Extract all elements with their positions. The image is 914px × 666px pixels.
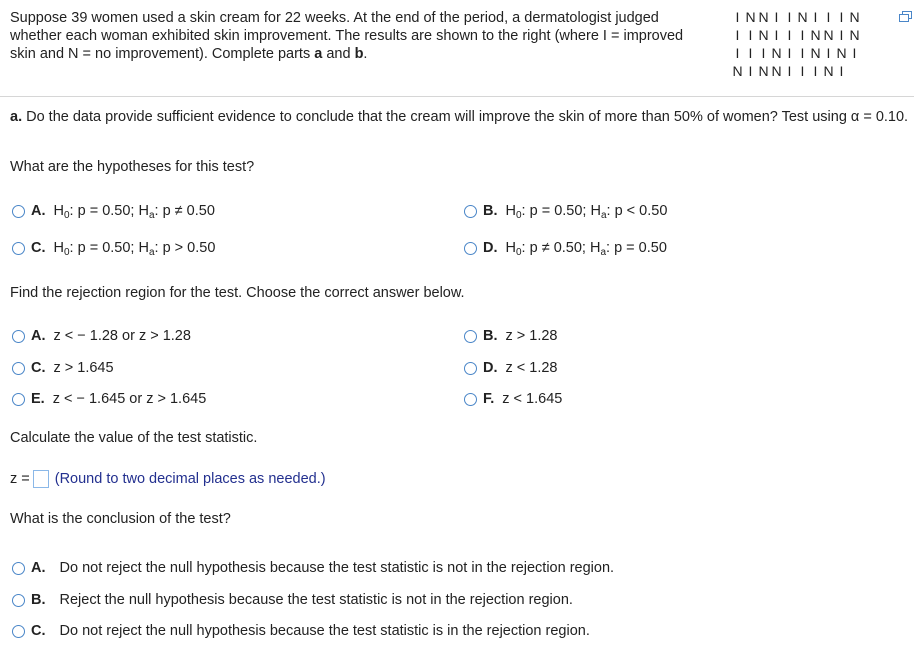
option-text: z < 1.28 [505,360,558,376]
data-grid-cell: N [849,27,860,43]
colon: : [606,240,611,256]
h-symbol: H [138,240,149,256]
option-text: Do not reject the null hypothesis because the test statistic is not in the rejection region. [59,560,615,576]
option-letter: B. [483,203,498,219]
q4-option-b[interactable] [12,590,573,610]
q2-option-e[interactable] [12,389,206,409]
q2-option-c[interactable] [12,358,114,378]
option-text: z < − 1.28 or z > 1.28 [53,328,191,344]
data-grid-cell: I [826,45,831,61]
data-grid-cell: I [735,45,740,61]
data-grid-cell: N [810,27,821,43]
q2-option-a[interactable] [12,326,191,346]
radio-button[interactable] [464,205,477,218]
radio-button[interactable] [12,362,25,375]
radio-button[interactable] [12,393,25,406]
data-grid-cell: I [826,9,831,25]
data-grid-cell: I [774,27,779,43]
radio-button[interactable] [12,205,25,218]
h-symbol: H [53,203,64,219]
h-symbol: H [590,203,601,219]
colon: : [606,203,611,219]
option-text: z > 1.645 [53,360,114,376]
subscript-0: 0 [515,247,522,258]
data-grid-cell: I [748,63,753,79]
subscript-a: a [600,247,607,258]
data-grid [731,8,891,80]
data-grid-cell: N [732,63,743,79]
option-letter: A. [31,328,46,344]
z-label: z = [10,471,30,487]
option-letter: A. [31,203,46,219]
q2-option-f[interactable] [464,389,562,409]
q1-option-a[interactable] [12,201,215,221]
data-grid-cell: I [787,63,792,79]
null-hypothesis: p = 0.50; [77,240,135,256]
option-text: Reject the null hypothesis because the test statistic is not in the rejection region. [59,592,573,608]
colon: : [521,240,526,256]
subscript-a: a [148,247,155,258]
intro-end: . [363,46,368,62]
data-grid-cell: I [761,45,766,61]
null-hypothesis: p ≠ 0.50; [529,240,586,256]
data-grid-cell: N [758,27,769,43]
data-grid-cell: N [823,63,834,79]
subscript-a: a [600,210,607,221]
data-grid-cell: I [787,45,792,61]
subscript-0: 0 [515,210,522,221]
option-text: z < − 1.645 or z > 1.645 [52,391,207,407]
option-letter: B. [483,328,498,344]
radio-button[interactable] [464,242,477,255]
h-symbol: H [505,203,516,219]
data-grid-cell: N [758,9,769,25]
null-hypothesis: p = 0.50; [77,203,135,219]
radio-button[interactable] [12,594,25,607]
data-grid-cell: I [735,9,740,25]
data-grid-cell: I [774,9,779,25]
colon: : [521,203,526,219]
q1-prompt: What are the hypotheses for this test? [10,159,255,175]
data-grid-cell: N [823,27,834,43]
colon: : [154,203,159,219]
data-grid-row [731,26,891,44]
data-grid-cell: I [787,9,792,25]
option-letter: C. [31,240,46,256]
data-grid-cell: I [787,27,792,43]
hypothesis-text [506,240,667,256]
test-statistic-input[interactable] [33,470,49,488]
subscript-a: a [148,210,155,221]
data-grid-cell: I [813,9,818,25]
radio-button[interactable] [12,625,25,638]
option-letter: C. [31,623,46,639]
data-grid-cell: N [810,45,821,61]
data-grid-cell: I [839,27,844,43]
data-grid-cell: N [797,9,808,25]
problem-intro [10,9,700,63]
q2-option-d[interactable] [464,358,558,378]
q1-option-d[interactable] [464,238,667,258]
data-grid-cell: N [771,45,782,61]
data-grid-cell: I [800,63,805,79]
data-grid-cell: I [748,27,753,43]
data-grid-cell: I [839,9,844,25]
q4-option-c[interactable] [12,621,590,641]
subscript-0: 0 [63,210,70,221]
data-grid-cell: I [800,27,805,43]
data-grid-cell: I [839,63,844,79]
option-letter: D. [483,360,498,376]
q2-prompt: Find the rejection region for the test. Choose the correct answer below. [10,285,465,301]
data-grid-cell: I [735,27,740,43]
part-a-label: a. [10,109,23,125]
option-letter: D. [483,240,498,256]
radio-button[interactable] [12,242,25,255]
h-symbol: H [138,203,149,219]
data-grid-cell: I [748,45,753,61]
null-hypothesis: p = 0.50; [529,203,587,219]
data-grid-cell: N [836,45,847,61]
hypothesis-text [506,203,668,219]
option-text: z < 1.645 [502,391,563,407]
intro-bold-a: a [314,46,323,62]
colon: : [154,240,159,256]
data-grid-row [731,44,891,62]
q4-option-a[interactable] [12,558,614,578]
option-letter: B. [31,592,46,608]
data-grid-row [731,8,891,26]
radio-button[interactable] [464,393,477,406]
h-symbol: H [589,240,601,256]
alternative-hypothesis: p ≠ 0.50 [162,203,215,219]
option-letter: E. [31,391,45,407]
option-letter: A. [31,560,46,576]
intro-text: Suppose 39 women used a skin cream for 22 weeks. At the end of the period, a dermatologist judged whether each woman exhibited skin improvement. The results are shown to the right (where I = improved skin and N = no improvement). Complete parts [10,10,684,62]
part-a-text: Do the data provide sufficient evidence to conclude that the cream will improve the skin of more than 50% of women? Test using α = 0.10. [22,109,909,125]
h-symbol: H [53,240,64,256]
subscript-0: 0 [63,247,70,258]
divider [0,96,914,97]
round-hint: (Round to two decimal places as needed.) [54,471,326,487]
radio-button[interactable] [12,562,25,575]
alternative-hypothesis: p = 0.50 [614,240,667,256]
q1-option-c[interactable] [12,238,215,258]
h-symbol: H [505,240,516,256]
data-grid-cell: N [758,63,769,79]
copy-data-icon[interactable] [899,11,912,23]
data-grid-cell: N [771,63,782,79]
colon: : [69,240,74,256]
q4-prompt: What is the conclusion of the test? [10,511,231,527]
q2-option-b[interactable] [464,326,558,346]
data-grid-cell: N [745,9,756,25]
intro-and: and [322,46,355,62]
intro-bold-b: b [354,46,364,62]
q3-prompt: Calculate the value of the test statistic. [10,430,258,446]
data-grid-cell: I [800,45,805,61]
option-letter: C. [31,360,46,376]
q1-option-b[interactable] [464,201,667,221]
hypothesis-text [54,203,215,219]
test-statistic-row [10,469,326,489]
radio-button[interactable] [12,330,25,343]
part-a-question [10,108,910,127]
radio-button[interactable] [464,362,477,375]
hypothesis-text [54,240,216,256]
data-grid-cell: I [813,63,818,79]
data-grid-row [731,62,891,80]
option-letter: F. [483,391,495,407]
radio-button[interactable] [464,330,477,343]
alternative-hypothesis: p < 0.50 [614,203,668,219]
alternative-hypothesis: p > 0.50 [162,240,216,256]
option-text: Do not reject the null hypothesis because the test statistic is in the rejection region. [59,623,590,639]
data-grid-cell: I [852,45,857,61]
data-grid-cell: N [849,9,860,25]
colon: : [69,203,74,219]
option-text: z > 1.28 [505,328,558,344]
